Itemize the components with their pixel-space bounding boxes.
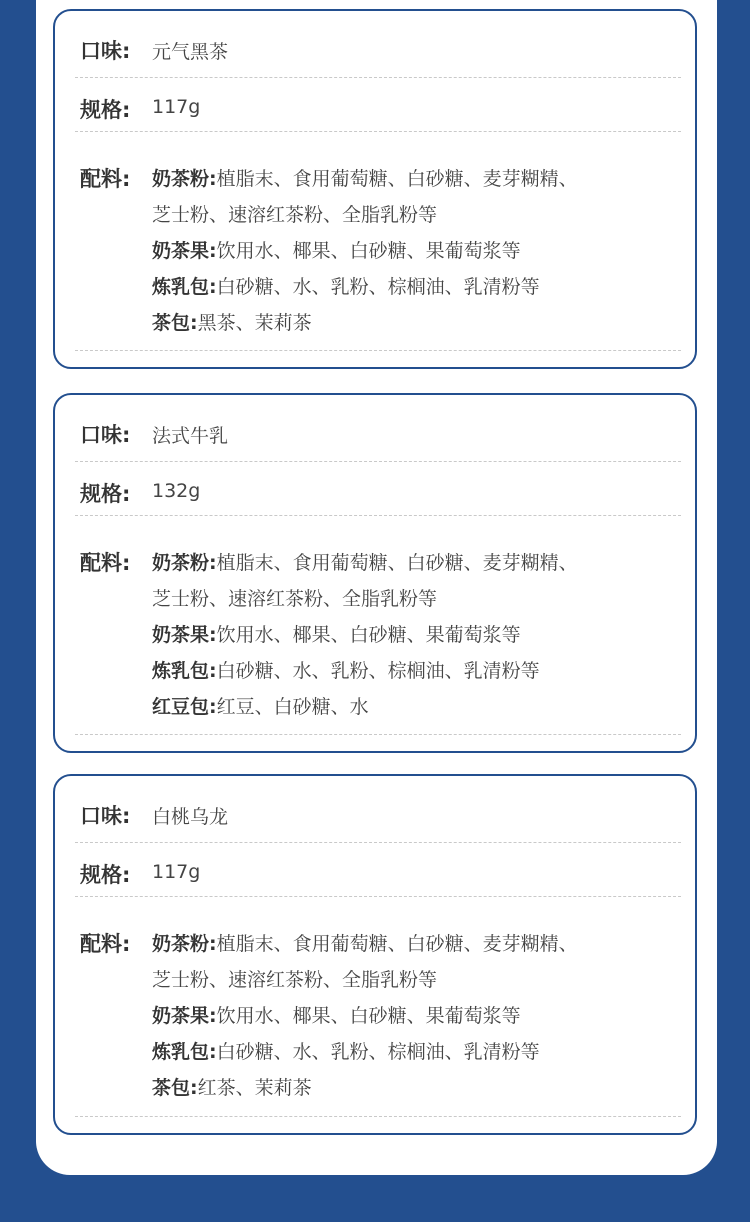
ingredient-items: 饮用水、椰果、白砂糖、果葡萄浆等	[216, 624, 521, 646]
ingredient-name: 茶包:	[152, 1077, 198, 1099]
ingredient-line	[152, 656, 540, 683]
ingredient-name: 奶茶粉:	[152, 933, 217, 955]
ingredients-label: 配料:	[80, 167, 131, 191]
product-info-sheet	[36, 0, 717, 1175]
ingredient-line	[152, 1037, 540, 1064]
flavor-value: 法式牛乳	[152, 425, 229, 447]
ingredients-label: 配料:	[80, 551, 131, 575]
ingredient-items: 芝士粉、速溶红茶粉、全脂乳粉等	[152, 204, 438, 226]
ingredient-items: 植脂末、食用葡萄糖、白砂糖、麦芽糊精、	[216, 933, 578, 955]
ingredient-items: 饮用水、椰果、白砂糖、果葡萄浆等	[216, 240, 521, 262]
ingredient-line	[152, 584, 437, 611]
divider	[75, 896, 681, 897]
ingredient-line	[152, 236, 521, 263]
divider	[75, 350, 681, 351]
ingredient-name: 奶茶粉:	[152, 168, 217, 190]
divider	[75, 515, 681, 516]
divider	[75, 734, 681, 735]
ingredient-name: 奶茶粉:	[152, 552, 217, 574]
spec-label: 规格:	[80, 863, 131, 887]
ingredient-name: 炼乳包:	[152, 660, 217, 682]
ingredient-line	[152, 1073, 312, 1100]
ingredient-line	[152, 1001, 521, 1028]
flavor-label: 口味:	[80, 804, 131, 828]
ingredient-items: 白砂糖、水、乳粉、棕榈油、乳清粉等	[216, 660, 540, 682]
flavor-value: 元气黑茶	[152, 41, 229, 63]
flavor-card	[53, 774, 697, 1135]
flavor-label: 口味:	[80, 39, 131, 63]
divider	[75, 842, 681, 843]
ingredient-line	[152, 965, 437, 992]
flavor-label: 口味:	[80, 423, 131, 447]
ingredient-name: 炼乳包:	[152, 1041, 217, 1063]
ingredient-line	[152, 929, 578, 956]
ingredient-items: 白砂糖、水、乳粉、棕榈油、乳清粉等	[216, 276, 540, 298]
spec-value: 132g	[152, 480, 201, 502]
ingredient-line	[152, 692, 369, 719]
divider	[75, 461, 681, 462]
ingredient-items: 红豆、白砂糖、水	[216, 696, 369, 718]
ingredient-name: 奶茶果:	[152, 240, 217, 262]
divider	[75, 77, 681, 78]
flavor-value: 白桃乌龙	[152, 806, 229, 828]
ingredient-items: 黑茶、茉莉茶	[197, 312, 312, 334]
ingredient-line	[152, 620, 521, 647]
ingredient-line	[152, 548, 578, 575]
ingredient-items: 白砂糖、水、乳粉、棕榈油、乳清粉等	[216, 1041, 540, 1063]
ingredient-name: 奶茶果:	[152, 624, 217, 646]
spec-label: 规格:	[80, 482, 131, 506]
ingredient-name: 奶茶果:	[152, 1005, 217, 1027]
divider	[75, 131, 681, 132]
ingredients-label: 配料:	[80, 932, 131, 956]
ingredient-line	[152, 164, 578, 191]
spec-label: 规格:	[80, 98, 131, 122]
flavor-card	[53, 393, 697, 753]
ingredient-name: 茶包:	[152, 312, 198, 334]
ingredient-line	[152, 308, 312, 335]
ingredient-items: 植脂末、食用葡萄糖、白砂糖、麦芽糊精、	[216, 552, 578, 574]
flavor-card	[53, 9, 697, 369]
ingredient-items: 饮用水、椰果、白砂糖、果葡萄浆等	[216, 1005, 521, 1027]
ingredient-items: 芝士粉、速溶红茶粉、全脂乳粉等	[152, 969, 438, 991]
spec-value: 117g	[152, 96, 201, 118]
ingredient-items: 红茶、茉莉茶	[197, 1077, 312, 1099]
ingredient-name: 炼乳包:	[152, 276, 217, 298]
ingredient-line	[152, 272, 540, 299]
ingredient-line	[152, 200, 437, 227]
ingredient-items: 芝士粉、速溶红茶粉、全脂乳粉等	[152, 588, 438, 610]
divider	[75, 1116, 681, 1117]
spec-value: 117g	[152, 861, 201, 883]
ingredient-items: 植脂末、食用葡萄糖、白砂糖、麦芽糊精、	[216, 168, 578, 190]
ingredient-name: 红豆包:	[152, 696, 217, 718]
